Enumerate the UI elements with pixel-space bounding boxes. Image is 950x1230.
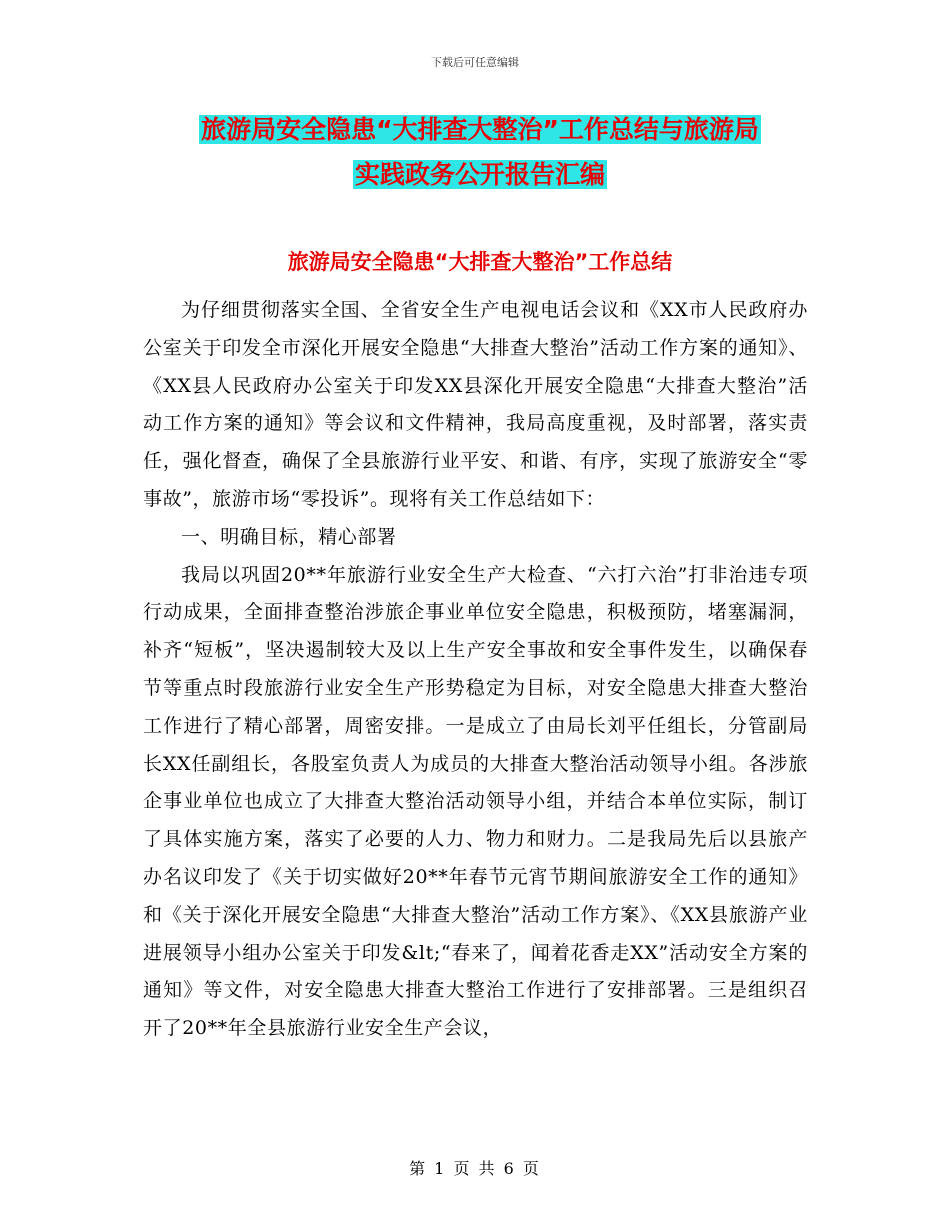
page-number-footer: 第 1 页 共 6 页 <box>409 1159 541 1178</box>
document-title-text-1: 旅游局安全隐患“大排查大整治”工作总结与旅游局 <box>201 115 759 144</box>
document-body <box>143 292 808 1048</box>
body-heading-1: 一、明确目标，精心部署 <box>181 525 397 548</box>
body-paragraph-intro: 为仔细贯彻落实全国、全省安全生产电视电话会议和《XX市人民政府办公室关于印发全市深化开展安全隐患“大排查大整治”活动工作方案的通知》、《XX县人民政府办公室关于印发XX县深化开展安全隐患“大排查大整治”活动工作方案的通知》等会议和文件精神，我局高度重视，及时部署，落实责任，强化督查，确保了全县旅游行业平安、和谐、有序，实现了旅游安全“零事故”，旅游市场“零投诉”。现将有关工作总结如下： <box>143 299 808 510</box>
document-title-line-1 <box>140 110 820 150</box>
document-title-line-2 <box>140 155 820 195</box>
document-title-text-2: 实践政务公开报告汇编 <box>354 160 605 189</box>
section-title: 旅游局安全隐患“大排查大整治”工作总结 <box>287 250 673 274</box>
page-header-note: 下载后可任意编辑 <box>431 56 519 69</box>
body-paragraph-1: 我局以巩固20**年旅游行业安全生产大检查、“六打六治”打非治违专项行动成果，全面排查整治涉旅企事业单位安全隐患，积极预防，堵塞漏洞，补齐“短板”，坚决遏制较大及以上生产安全事故和安全事件发生，以确保春节等重点时段旅游行业安全生产形势稳定为目标，对安全隐患大排查大整治工作进行了精心部署，周密安排。一是成立了由局长刘平任组长，分管副局长XX任副组长，各股室负责人为成员的大排查大整治活动领导小组。各涉旅企事业单位也成立了大排查大整治活动领导小组，并结合本单位实际，制订了具体实施方案，落实了必要的人力、物力和财力。二是我局先后以县旅产办名议印发了《关于切实做好20**年春节元宵节期间旅游安全工作的通知》和《关于深化开展安全隐患“大排查大整治”活动工作方案》、《XX县旅游产业进展领导小组办公室关于印发&lt;“春来了，闻着花香走XX”活动安全方案的通知》等文件，对安全隐患大排查大整治工作进行了安排部署。三是组织召开了20**年全县旅游行业安全生产会议， <box>143 563 808 1040</box>
